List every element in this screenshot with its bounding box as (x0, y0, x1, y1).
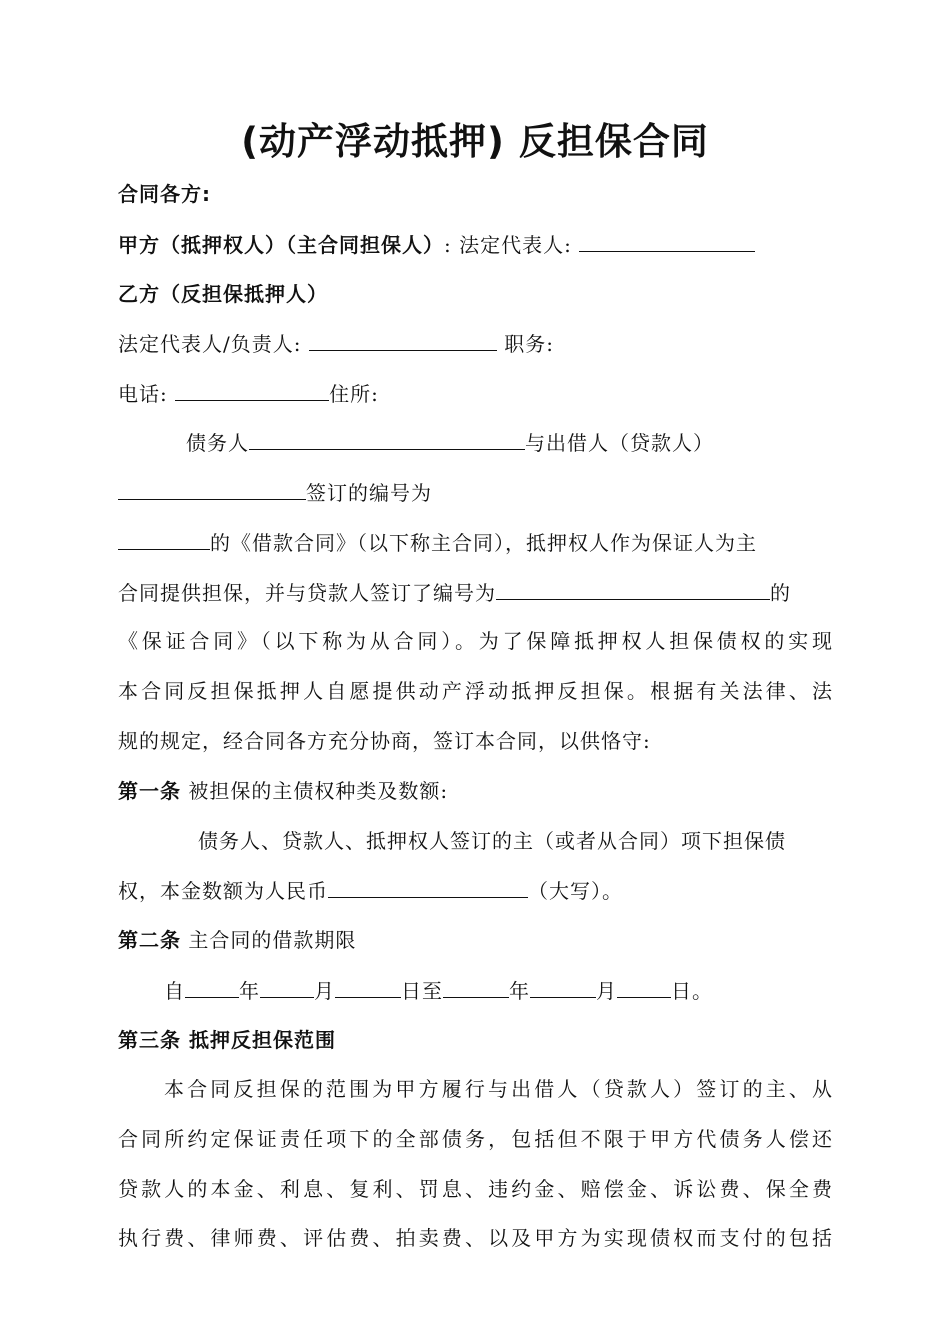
article-2-heading (118, 926, 833, 954)
party-b-contact-line (118, 379, 833, 408)
party-a-rep-blank[interactable] (579, 230, 755, 252)
preamble-line-6: 本合同反担保抵押人自愿提供动产浮动抵押反担保。根据有关法律、法 (118, 679, 833, 703)
article-1-para-2 (118, 876, 833, 905)
article-1-para-1: 债务人、贷款人、抵押权人签订的主（或者从合同）项下担保债 (198, 829, 786, 853)
party-a-rep-label: : 法定代表人: (444, 233, 572, 257)
preamble-line-3 (118, 528, 833, 557)
amount-suffix: （大写）。 (528, 879, 623, 903)
article-3-line-1: 本合同反担保的范围为甲方履行与出借人（贷款人）签订的主、从 (164, 1077, 833, 1101)
party-b-position-label: 职务: (504, 332, 554, 356)
article-1-number: 第一条 (118, 779, 181, 803)
address-label: 住所: (329, 382, 379, 406)
start-year-blank[interactable] (185, 976, 239, 998)
phone-blank[interactable] (175, 379, 329, 401)
from-label: 自 (164, 979, 185, 1003)
preamble-line-1 (186, 428, 746, 457)
article-3-line-2: 合同所约定保证责任项下的全部债务，包括但不限于甲方代债务人偿还 (118, 1127, 833, 1151)
debtor-label: 债务人 (186, 431, 249, 455)
end-year-label: 年 (509, 979, 530, 1003)
preamble-line-4 (118, 578, 833, 607)
party-a-label: 甲方（抵押权人）（主合同担保人） (118, 233, 444, 257)
day-to-label: 日至 (401, 979, 443, 1003)
of-text: 的 (770, 581, 791, 605)
end-year-blank[interactable] (443, 976, 509, 998)
party-a-line (118, 230, 833, 259)
loan-contract-text: 的《借款合同》（以下称主合同），抵押权人作为保证人为主 (210, 531, 757, 555)
article-3-line-3: 贷款人的本金、利息、复利、罚息、违约金、赔偿金、诉讼费、保全费 (118, 1177, 833, 1201)
amount-label: 权，本金数额为人民币 (118, 879, 328, 903)
guarantee-text: 合同提供担保，并与贷款人签订了编号为 (118, 581, 496, 605)
start-month-blank[interactable] (260, 976, 314, 998)
preamble-line-5: 《保证合同》（以下称为从合同）。为了保障抵押权人担保债权的实现 (118, 629, 833, 653)
lender-blank[interactable] (118, 478, 306, 500)
preamble-line-7: 规的规定，经合同各方充分协商，签订本合同，以供恪守: (118, 729, 651, 753)
end-day-label: 日。 (671, 979, 713, 1003)
party-b-rep-label: 法定代表人/负责人: (118, 332, 302, 356)
article-1-heading (118, 777, 833, 805)
amount-blank[interactable] (328, 876, 528, 898)
lender-label: 与出借人（贷款人） (525, 431, 714, 455)
phone-label: 电话: (118, 382, 168, 406)
party-b-rep-line (118, 329, 833, 358)
parties-heading: 合同各方: (118, 182, 211, 206)
article-3-heading: 第三条 抵押反担保范围 (118, 1028, 336, 1052)
party-b-label: 乙方（反担保抵押人） (118, 282, 328, 306)
article-3-line-4: 执行费、律师费、评估费、拍卖费、以及甲方为实现债权而支付的包括 (118, 1226, 833, 1250)
signed-no-label: 签订的编号为 (306, 481, 432, 505)
debtor-blank[interactable] (249, 428, 525, 450)
end-month-label: 月 (596, 979, 617, 1003)
loan-term-line (164, 976, 764, 1005)
document-title: (动产浮动抵押) 反担保合同 (241, 120, 709, 163)
end-day-blank[interactable] (617, 976, 671, 998)
contract-no-blank[interactable] (118, 528, 210, 550)
article-2-title: 主合同的借款期限 (181, 928, 357, 952)
year-label: 年 (239, 979, 260, 1003)
guarantee-no-blank[interactable] (496, 578, 770, 600)
month-label: 月 (314, 979, 335, 1003)
preamble-line-2 (118, 478, 833, 507)
article-2-number: 第二条 (118, 928, 181, 952)
party-b-rep-blank[interactable] (309, 329, 497, 351)
start-day-blank[interactable] (335, 976, 401, 998)
article-1-title: 被担保的主债权种类及数额: (181, 779, 449, 803)
end-month-blank[interactable] (530, 976, 596, 998)
